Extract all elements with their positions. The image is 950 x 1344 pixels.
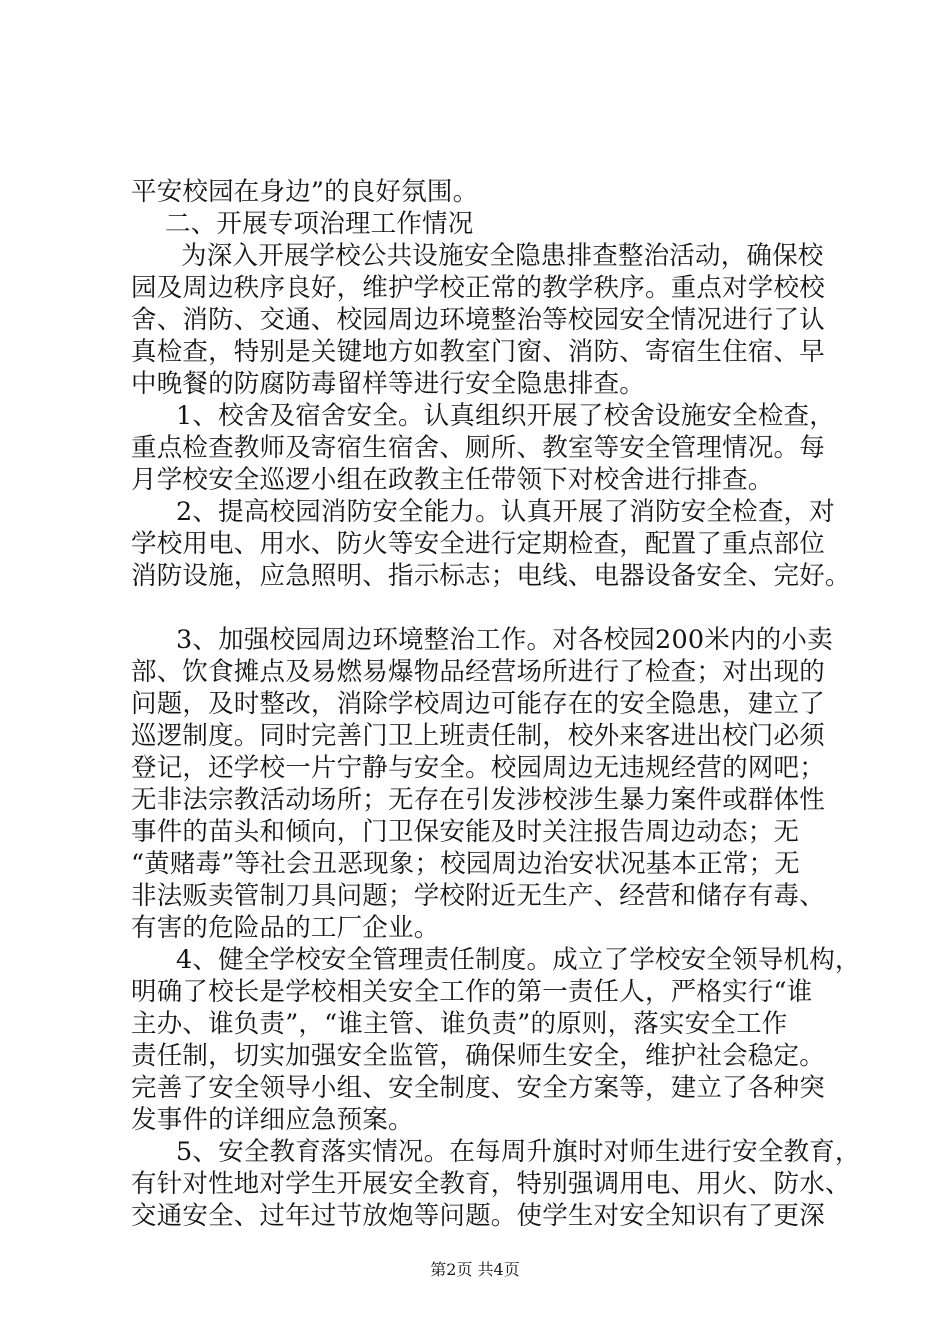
- text-line: 平安校园在身边”的良好氛围。: [131, 177, 479, 207]
- text-line: 为深入开展学校公共设施安全隐患排查整治活动，确保校: [181, 241, 824, 271]
- text-line: 有针对性地对学生开展安全教育，特别强调用电、用火、防水、: [131, 1169, 851, 1199]
- text-line: 3、加强校园周边环境整治工作。对各校园200米内的小卖: [176, 625, 833, 655]
- text-line: 巡逻制度。同时完善门卫上班责任制，校外来客进出校门必须: [131, 721, 825, 751]
- text-line: 中晚餐的防腐防毒留样等进行安全隐患排查。: [131, 369, 646, 399]
- text-line: 主办、谁负责”，“谁主管、谁负责”的原则，落实安全工作: [131, 1009, 788, 1039]
- text-line: 发事件的详细应急预案。: [131, 1105, 414, 1135]
- text-line: 消防设施，应急照明、指示标志；电线、电器设备安全、完好。: [131, 561, 851, 591]
- text-line: 交通安全、过年过节放炮等问题。使学生对安全知识有了更深: [131, 1201, 825, 1231]
- text-line: 无非法宗教活动场所；无存在引发涉校涉生暴力案件或群体性: [131, 785, 825, 815]
- text-line: 舍、消防、交通、校园周边环境整治等校园安全情况进行了认: [131, 305, 825, 335]
- text-line: 1、校舍及宿舍安全。认真组织开展了校舍设施安全检查，: [176, 401, 835, 431]
- text-line: 非法贩卖管制刀具问题；学校附近无生产、经营和储存有毒、: [131, 881, 825, 911]
- text-line: 事件的苗头和倾向，门卫保安能及时关注报告周边动态；无: [131, 817, 800, 847]
- text-line: 2、提高校园消防安全能力。认真开展了消防安全检查，对: [176, 497, 835, 527]
- text-line: 责任制，切实加强安全监管，确保师生安全，维护社会稳定。: [131, 1041, 825, 1071]
- text-line: 问题，及时整改，消除学校周边可能存在的安全隐患，建立了: [131, 689, 825, 719]
- text-line: 5、安全教育落实情况。在每周升旗时对师生进行安全教育，: [176, 1137, 861, 1167]
- text-line: 登记，还学校一片宁静与安全。校园周边无违规经营的网吧；: [131, 753, 825, 783]
- section-heading: 二、开展专项治理工作情况: [165, 209, 474, 239]
- text-line: 4、健全学校安全管理责任制度。成立了学校安全领导机构，: [176, 945, 861, 975]
- page-footer: 第2页 共4页: [430, 1260, 520, 1279]
- text-line: 完善了安全领导小组、安全制度、安全方案等，建立了各种突: [131, 1073, 825, 1103]
- text-line: 部、饮食摊点及易燃易爆物品经营场所进行了检查；对出现的: [131, 657, 825, 687]
- text-line: 有害的危险品的工厂企业。: [131, 913, 440, 943]
- text-line: 园及周边秩序良好，维护学校正常的教学秩序。重点对学校校: [131, 273, 825, 303]
- text-line: 重点检查教师及寄宿生宿舍、厕所、教室等安全管理情况。每: [131, 433, 825, 463]
- text-line: 月学校安全巡逻小组在政教主任带领下对校舍进行排查。: [131, 465, 774, 495]
- text-line: “黄赌毒”等社会丑恶现象；校园周边治安状况基本正常；无: [131, 849, 800, 879]
- text-line: 真检查，特别是关键地方如教室门窗、消防、寄宿生住宿、早: [131, 337, 825, 367]
- text-line: 学校用电、用水、防火等安全进行定期检查，配置了重点部位: [131, 529, 825, 559]
- text-line: 明确了校长是学校相关安全工作的第一责任人，严格实行“谁: [131, 977, 813, 1007]
